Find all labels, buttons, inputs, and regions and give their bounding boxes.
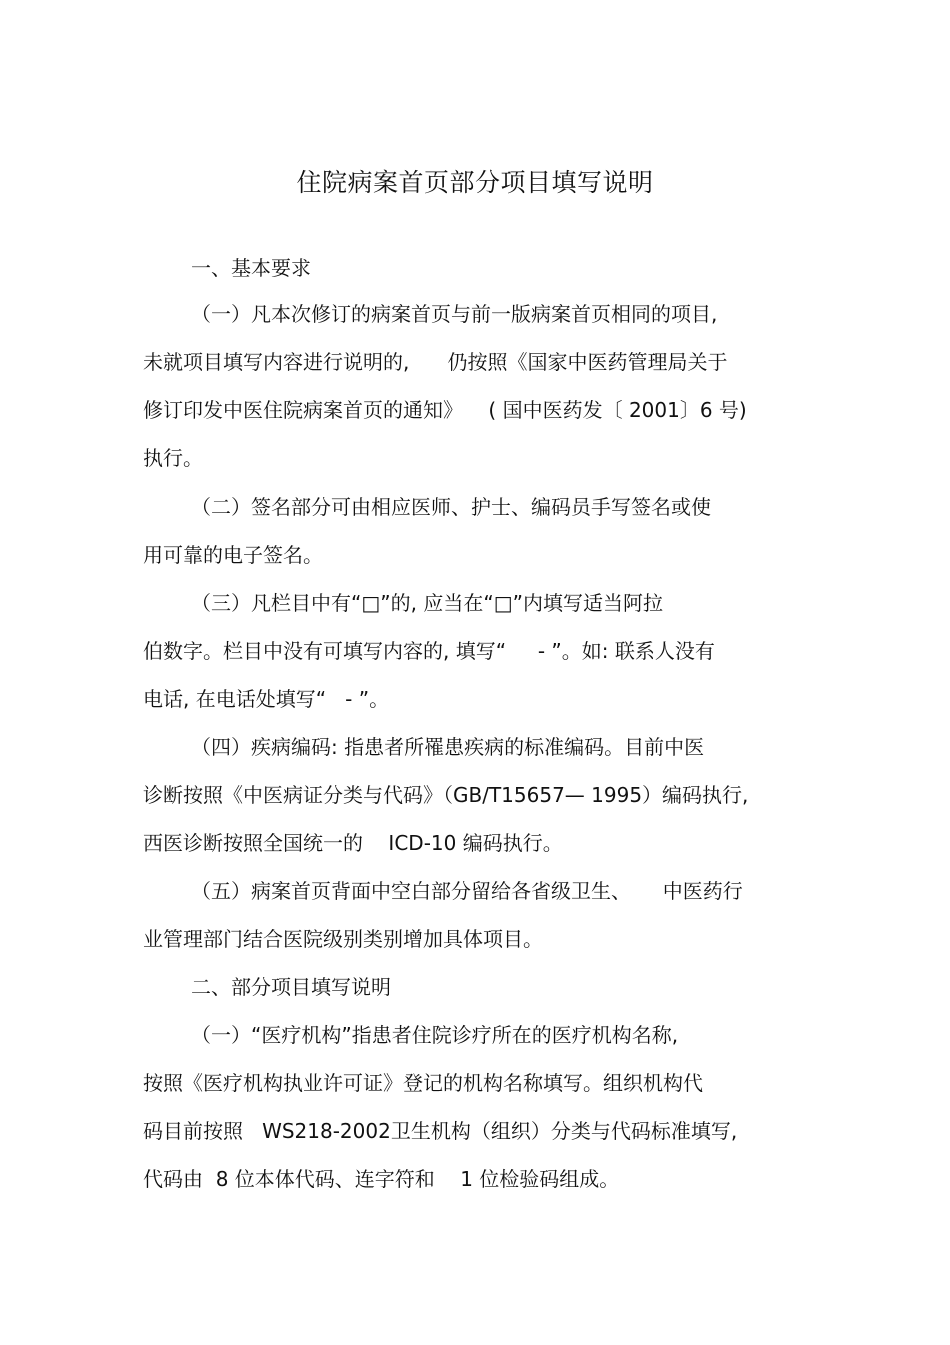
section-heading-item-instructions: 二、部分项目填写说明 [191, 975, 391, 999]
paragraph-line: 西医诊断按照全国统一的 ICD-10 编码执行。 [143, 831, 563, 855]
paragraph-line: 电话, 在电话处填写“ - ”。 [143, 687, 390, 711]
section-heading-basic-requirements: 一、基本要求 [191, 256, 311, 280]
paragraph-line: （三）凡栏目中有“□”的, 应当在“□”内填写适当阿拉 [191, 591, 663, 615]
paragraph-line: 修订印发中医住院病案首页的通知》 ( 国中医药发〔 2001〕6 号) [143, 398, 747, 422]
paragraph-line: 用可靠的电子签名。 [143, 543, 323, 567]
document-title: 住院病案首页部分项目填写说明 [296, 168, 654, 197]
paragraph-line: 码目前按照 WS218-2002卫生机构（组织）分类与代码标准填写, [143, 1119, 738, 1143]
paragraph-line: 代码由 8 位本体代码、连字符和 1 位检验码组成。 [143, 1167, 620, 1191]
paragraph-line: 未就项目填写内容进行说明的, 仍按照《国家中医药管理局关于 [143, 350, 728, 374]
paragraph-line: （四）疾病编码: 指患者所罹患疾病的标准编码。目前中医 [191, 735, 705, 759]
paragraph-line: （一）凡本次修订的病案首页与前一版病案首页相同的项目, [191, 302, 718, 326]
paragraph-line: 伯数字。栏目中没有可填写内容的, 填写“ - ”。如: 联系人没有 [143, 639, 715, 663]
paragraph-line: （一）“医疗机构”指患者住院诊疗所在的医疗机构名称, [191, 1023, 679, 1047]
paragraph-line: 按照《医疗机构执业许可证》登记的机构名称填写。组织机构代 [143, 1071, 703, 1095]
paragraph-line: 业管理部门结合医院级别类别增加具体项目。 [143, 927, 543, 951]
paragraph-line: （二）签名部分可由相应医师、护士、编码员手写签名或使 [191, 495, 711, 519]
paragraph-line: （五）病案首页背面中空白部分留给各省级卫生、 中医药行 [191, 879, 743, 903]
paragraph-line: 诊断按照《中医病证分类与代码》（GB/T15657— 1995）编码执行, [143, 783, 749, 807]
paragraph-line: 执行。 [143, 446, 203, 470]
